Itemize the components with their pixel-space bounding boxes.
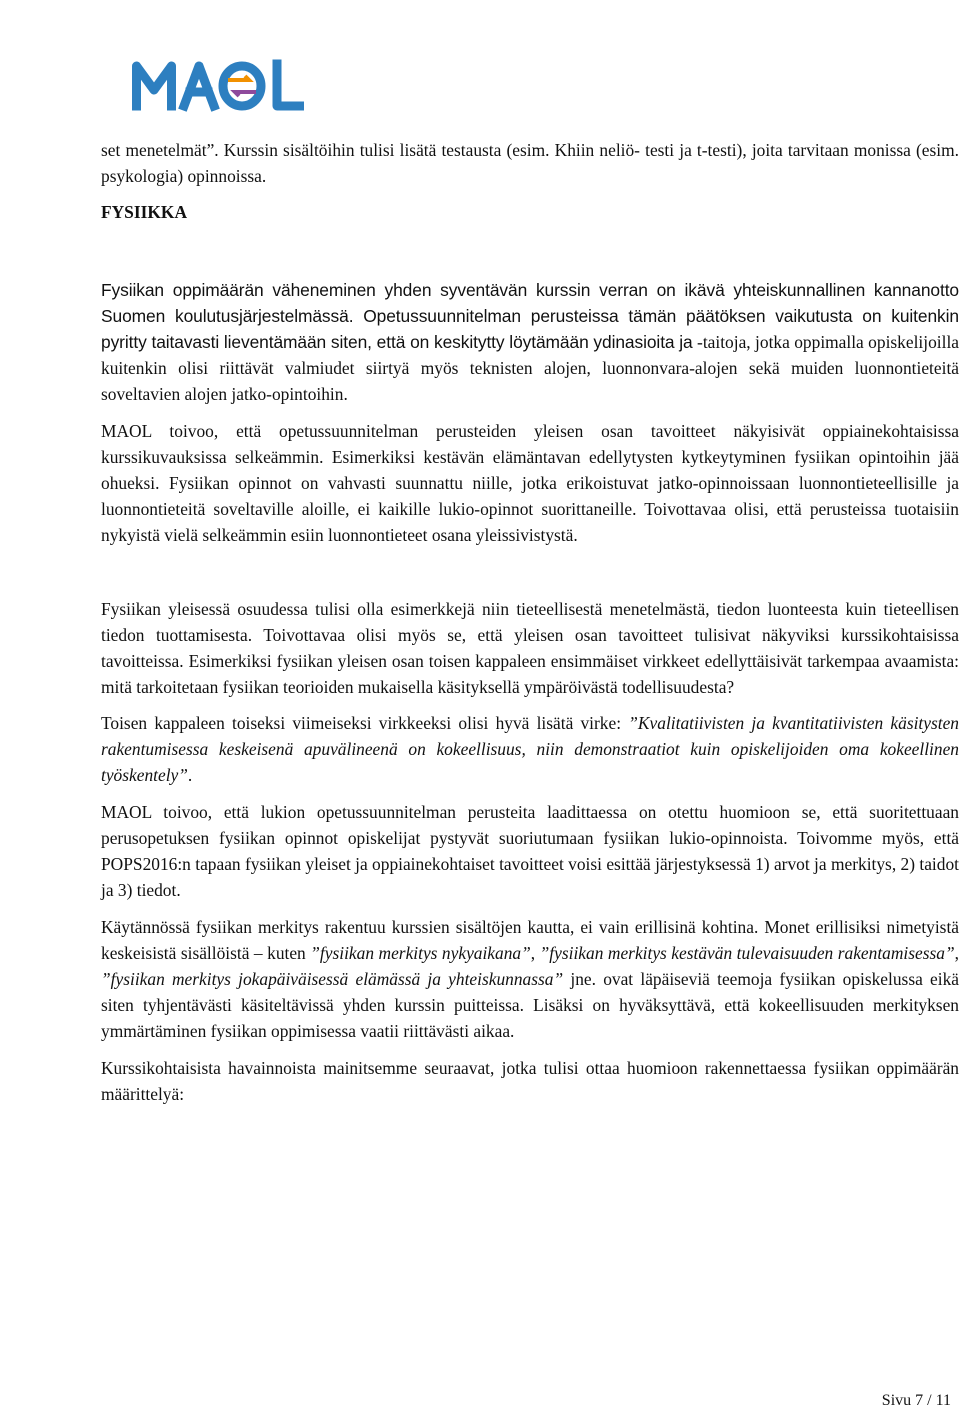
logo-arrow-orange: [228, 76, 249, 80]
document-body: [101, 137, 959, 1107]
page-total: 11: [935, 1392, 951, 1409]
logo-letter-m: [137, 66, 172, 106]
paragraph-4-text: Toisen kappaleen toiseksi viimeiseksi virkkeeksi olisi hyvä lisätä virke:: [101, 713, 629, 733]
paragraph-6-text: Käytännössä fysiikan merkitys rakentuu kurssien sisältöjen kautta, ei vain erillisinä kohtina. Monet erillisiksi nimetyistä keskeisistä sisällöistä – kuten: [101, 917, 959, 963]
paragraph-6-quote-2: ”fysiikan merkitys kestävän tulevaisuuden rakentamisessa”: [539, 943, 955, 963]
page-separator: /: [923, 1392, 936, 1409]
paragraph-6-separator-2: ,: [954, 943, 959, 963]
paragraph-6-quote-3: ”fysiikan merkitys jokapäiväisessä elämässä ja yhteiskunnassa”: [101, 969, 564, 989]
maol-logo: [132, 56, 304, 112]
paragraph-4-quote: ”Kvalitatiivisten ja kvantitatiivisten käsitysten rakentumisessa keskeisenä apuvälineenä on kokeellisuus, niin demonstraatiot kuin opiskelijoiden oma kokeellinen työskentely”: [101, 713, 959, 785]
paragraph-5: MAOL toivoo, että lukion opetussuunnitelman perusteita laadittaessa on otettu huomioon se, että suoritettuaan perusopetuksen fysiikan opinnot opiskelijat pystyvät suoriutumaan fysiikan lukio-opinnoista. Toivomme myös, että POPS2016:n tapaan fysiikan yleiset ja oppiainekohtaiset tavoitteet voisi esittää järjestyksessä 1) arvot ja merkitys, 2) taidot ja 3) tiedot.: [101, 802, 959, 900]
logo-letter-o: [223, 66, 261, 106]
page-number: [882, 1392, 951, 1410]
paragraph-1-serif-text: -taitoja, jotka oppimalla opiskelijoilla kuitenkin olisi riittävät valmiudet siirtyä myös teknisten alojen, luonnonvara-alojen sekä muiden luonnontieteitä soveltavien alojen jatko-opintoihin.: [101, 332, 959, 404]
intro-paragraph: set menetelmät”. Kurssin sisältöihin tulisi lisätä testausta (esim. Khiin neliö- testi ja t-testi), joita tarvitaan monissa (esim. psykologia) opinnoissa.: [101, 140, 959, 186]
paragraph-6-end: jne. ovat läpäiseviä teemoja fysiikan opiskelussa eikä siten tyhjentävästi käsiteltävissä yhden kurssin puitteissa. Lisäksi on hyväksyttävä, että kokeellisuuden merkityksen ymmärtäminen fysiikan oppimisessa vaatii riittävästi aikaa.: [101, 969, 959, 1041]
maol-logo-letters: [137, 64, 303, 106]
paragraph-6-quote-1: ”fysiikan merkitys nykyaikana”: [310, 943, 531, 963]
paragraph-1: [101, 277, 959, 407]
page-current: 7: [915, 1392, 924, 1409]
paragraph-7: Kurssikohtaisista havainnoista mainitsemme seuraavat, jotka tulisi ottaa huomioon rakennettaessa fysiikan oppimäärän määrittelyä:: [101, 1058, 959, 1104]
paragraph-1-sans-text: Fysiikan oppimäärän väheneminen yhden syventävän kurssin verran on ikävä yhteiskunnallinen kannanotto Suomen koulutusjärjestelmässä. Opetussuunnitelman perusteissa tämän päätöksen vaikutusta on kuitenkin pyritty taitavasti lieventämään siten, että on keskitytty löytämään ydinasioita ja: [101, 280, 959, 352]
logo-arrow-purple: [235, 92, 256, 96]
section-heading: FYSIIKKA: [101, 202, 188, 222]
paragraph-4: [101, 710, 959, 788]
logo-letter-l: [277, 64, 302, 106]
paragraph-6: [101, 914, 959, 1044]
paragraph-4-end: .: [187, 765, 193, 785]
page-label: Sivu: [881, 1392, 916, 1409]
paragraph-2: MAOL toivoo, että opetussuunnitelman perusteiden yleisen osan tavoitteet näkyisivät oppiainekohtaisissa kurssikuvauksissa selkeämmin. Esimerkiksi kestävän elämäntavan edellytysten kytkeytyminen fysiikan opintoihin jää ohueksi. Fysiikan opinnot on vahvasti suunnattu niille, jotka erikoistuvat jatko-opinnoissaan luonnontieteellisille ja luonnontieteitä soveltaville aloille, ei kaikille lukio-opinnot suorittaneille. Toivottavaa olisi, että perusteissa tuotaisiin nykyistä vielä selkeämmin esiin luonnontieteet osana yleissivistystä.: [101, 421, 959, 545]
logo-letter-a: [184, 66, 214, 106]
paragraph-6-separator-1: ,: [530, 943, 540, 963]
paragraph-3: Fysiikan yleisessä osuudessa tulisi olla esimerkkejä niin tieteellisestä menetelmästä, tiedon luonteesta kuin tieteellisen tiedon tuottamisesta. Toivottavaa olisi myös se, että yleisen osan tavoitteet tulisivat näkyviksi kurssikohtaisissa tavoitteissa. Esimerkiksi fysiikan yleisen osan toisen kappaleen ensimmäiset virkkeet edellyttäisivät tarkempaa avaamista: mitä tarkoitetaan fysiikan teorioiden mukaisella käsityksellä ympäröivästä todellisuudesta?: [101, 599, 959, 697]
